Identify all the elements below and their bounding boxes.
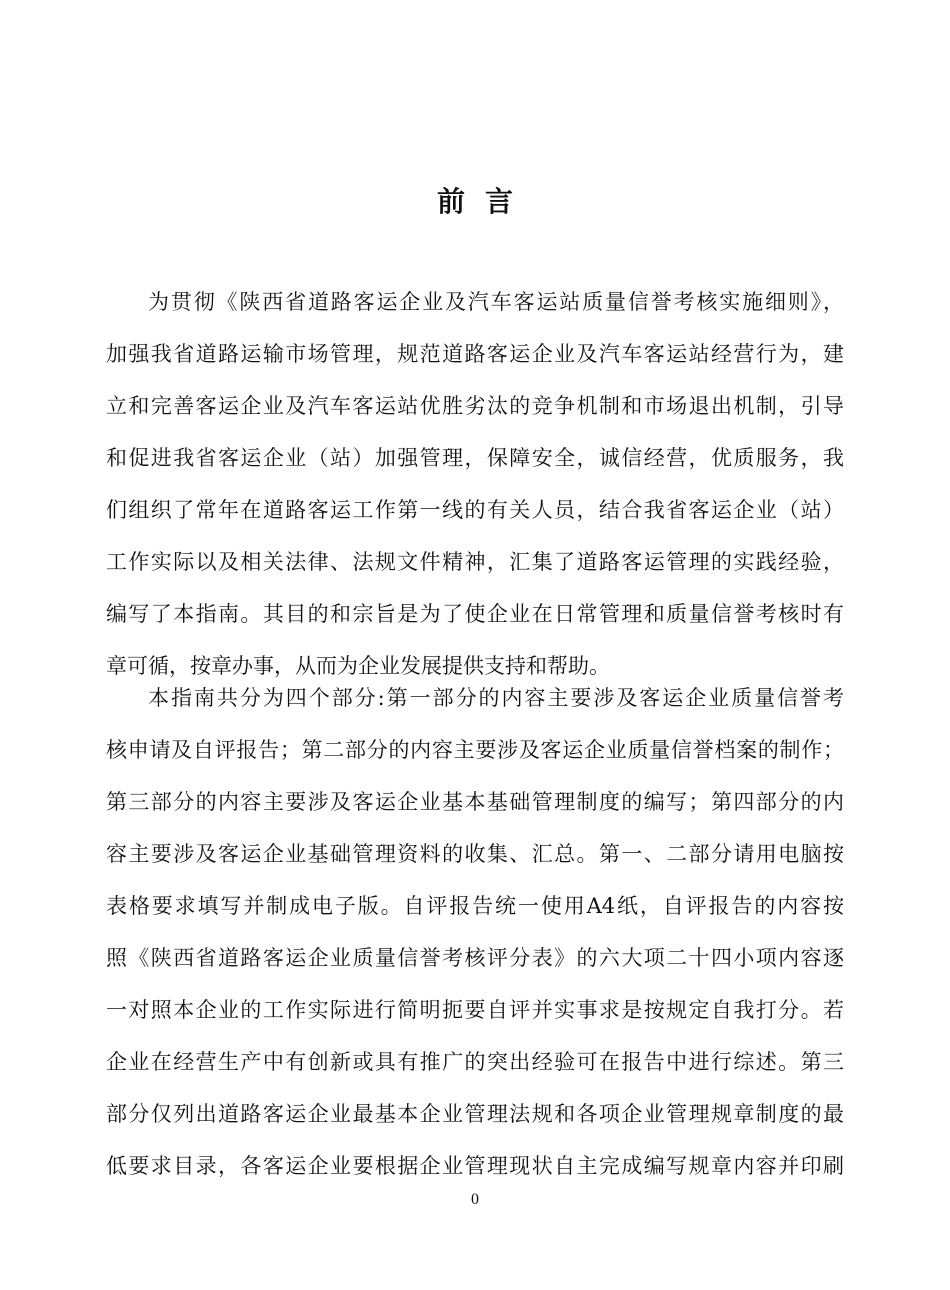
paragraph-line: 们组织了常年在道路客运工作第一线的有关人员，结合我省客运企业（站） xyxy=(106,498,844,522)
paragraph-line: 表格要求填写并制成电子版。自评报告统一使用A4纸，自评报告的内容按 xyxy=(106,894,844,918)
paragraph-line: 一对照本企业的工作实际进行简明扼要自评并实事求是按规定自我打分。若 xyxy=(106,998,844,1022)
paragraph-line: 和促进我省客运企业（站）加强管理，保障安全，诚信经营，优质服务，我 xyxy=(106,446,844,470)
paragraph-line: 立和完善客运企业及汽车客运站优胜劣汰的竞争机制和市场退出机制，引导 xyxy=(106,394,844,418)
paragraph-line: 照《陕西省道路客运企业质量信誉考核评分表》的六大项二十四小项内容逐 xyxy=(106,946,844,970)
paragraph-1 xyxy=(106,286,844,702)
paragraph-line: 企业在经营生产中有创新或具有推广的突出经验可在报告中进行综述。第三 xyxy=(106,1050,844,1074)
paragraph-line: 本指南共分为四个部分:第一部分的内容主要涉及客运企业质量信誉考 xyxy=(148,686,844,710)
paragraph-line: 部分仅列出道路客运企业最基本企业管理法规和各项企业管理规章制度的最 xyxy=(106,1102,844,1126)
paragraph-line: 低要求目录，各客运企业要根据企业管理现状自主完成编写规章内容并印刷 xyxy=(106,1154,844,1178)
paragraph-line: 核申请及自评报告；第二部分的内容主要涉及客运企业质量信誉档案的制作； xyxy=(106,738,844,762)
page-number: 0 xyxy=(471,1191,479,1208)
paragraph-line: 章可循，按章办事，从而为企业发展提供支持和帮助。 xyxy=(106,654,610,678)
paragraph-line: 工作实际以及相关法律、法规文件精神，汇集了道路客运管理的实践经验， xyxy=(106,550,844,574)
page-title: 前言 xyxy=(436,185,533,218)
paragraph-line: 为贯彻《陕西省道路客运企业及汽车客运站质量信誉考核实施细则》， xyxy=(148,290,844,314)
paragraph-line: 第三部分的内容主要涉及客运企业基本基础管理制度的编写；第四部分的内 xyxy=(106,790,844,814)
paragraph-line: 容主要涉及客运企业基础管理资料的收集、汇总。第一、二部分请用电脑按 xyxy=(106,842,844,866)
paragraph-2 xyxy=(106,682,844,1202)
paragraph-line: 加强我省道路运输市场管理，规范道路客运企业及汽车客运站经营行为，建 xyxy=(106,342,844,366)
paragraph-line: 编写了本指南。其目的和宗旨是为了使企业在日常管理和质量信誉考核时有 xyxy=(106,602,844,626)
